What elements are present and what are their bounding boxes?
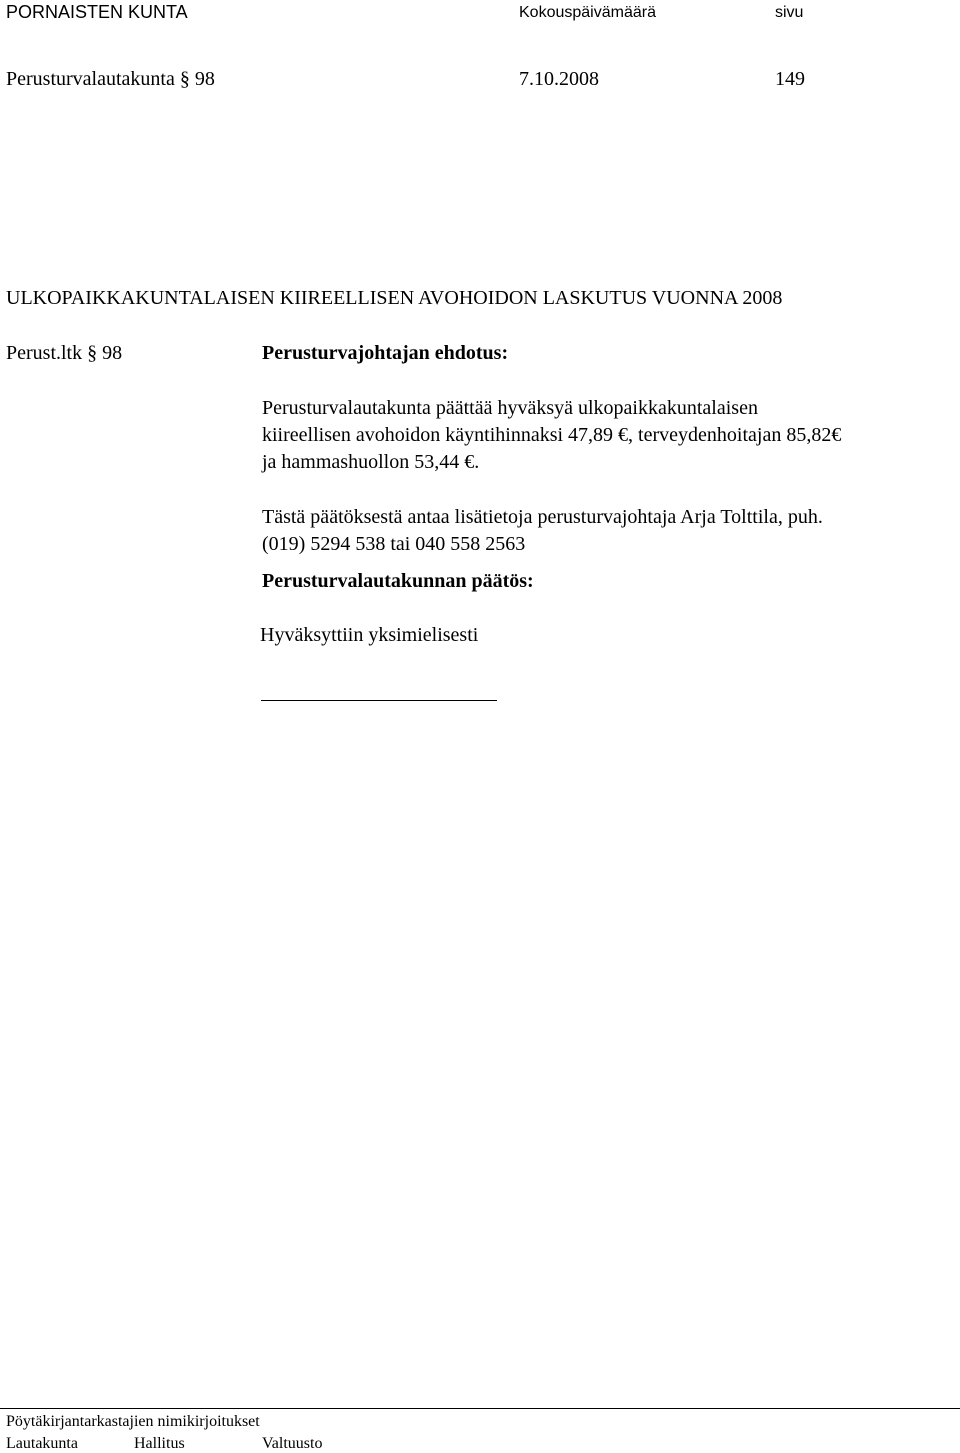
- signature-line: [261, 700, 497, 701]
- info-text: [262, 504, 952, 558]
- decision-heading: Perusturvalautakunnan päätös:: [262, 570, 534, 592]
- footer-item-hallitus: Hallitus: [134, 1435, 185, 1452]
- info-line: (019) 5294 538 tai 040 558 2563: [262, 533, 526, 555]
- document-title: ULKOPAIKKAKUNTALAISEN KIIREELLISEN AVOHOIDON LASKUTUS VUONNA 2008: [6, 287, 783, 309]
- proposal-heading: Perusturvajohtajan ehdotus:: [262, 342, 509, 364]
- page-number: 149: [775, 68, 805, 90]
- proposal-text: [262, 395, 952, 476]
- footer-caption: Pöytäkirjantarkastajien nimikirjoitukset: [6, 1413, 260, 1430]
- section-reference: Perust.ltk § 98: [6, 342, 123, 364]
- info-line: Tästä päätöksestä antaa lisätietoja perusturvajohtaja Arja Tolttila, puh.: [262, 506, 823, 528]
- footer-item-valtuusto: Valtuusto: [262, 1435, 323, 1452]
- footer-item-lautakunta: Lautakunta: [6, 1435, 78, 1452]
- decision-text: Hyväksyttiin yksimielisesti: [260, 624, 479, 646]
- proposal-line: kiireellisen avohoidon käyntihinnaksi 47,89 €, terveydenhoitajan 85,82€: [262, 424, 842, 446]
- committee-section-ref: Perusturvalautakunta § 98: [6, 68, 215, 90]
- proposal-line: Perusturvalautakunta päättää hyväksyä ulkopaikkakuntalaisen: [262, 397, 758, 419]
- footer-divider: [0, 1408, 960, 1409]
- meeting-date-label: Kokouspäivämäärä: [519, 4, 656, 21]
- organization-name: PORNAISTEN KUNTA: [6, 2, 188, 22]
- proposal-line: ja hammashuollon 53,44 €.: [262, 451, 480, 473]
- page-label: sivu: [775, 4, 804, 21]
- meeting-date: 7.10.2008: [519, 68, 599, 90]
